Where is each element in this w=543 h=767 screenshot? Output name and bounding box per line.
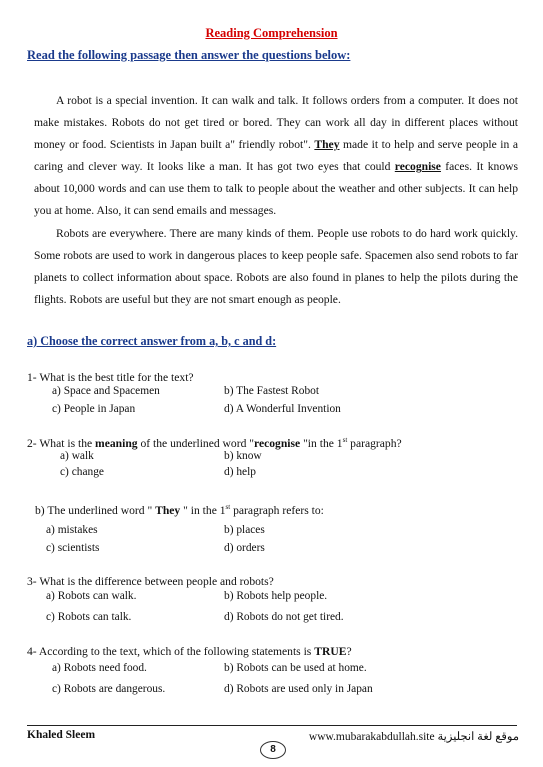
q1-option-b[interactable]: b) The Fastest Robot	[224, 385, 320, 397]
question-1-text: 1- What is the best title for the text?	[27, 371, 194, 384]
q4-option-a[interactable]: a) Robots need food.	[52, 662, 147, 674]
q4-option-d[interactable]: d) Robots are used only in Japan	[224, 683, 373, 695]
q2-option-b[interactable]: b) know	[224, 450, 262, 462]
passage-text: A robot is a special invention. It can walk and talk. It follows orders from a computer. It does not make mistakes. Robots do not get tired or bored. They can work all day in different places without money or food. Scientists in Japan built a" friendly robot".	[34, 94, 518, 152]
q1-option-c[interactable]: c) People in Japan	[52, 403, 136, 415]
q2b-option-a[interactable]: a) mistakes	[46, 524, 98, 536]
underlined-word-they: They	[314, 138, 340, 152]
question-2b-text: b) The underlined word " They " in the 1st paragraph refers to:	[35, 503, 324, 517]
q3-option-b[interactable]: b) Robots help people.	[224, 590, 328, 602]
instruction-heading: Read the following passage then answer the questions below:	[27, 48, 351, 62]
reading-passage	[34, 90, 518, 311]
q2-option-d[interactable]: d) help	[224, 466, 256, 478]
q1-option-a[interactable]: a) Space and Spacemen	[52, 385, 160, 397]
q3-option-c[interactable]: c) Robots can talk.	[46, 611, 132, 623]
q4-option-b[interactable]: b) Robots can be used at home.	[224, 662, 367, 674]
passage-text: made it to help and serve people in a caring and clever way. It looks like a man. It has got two eyes that could	[34, 138, 518, 174]
question-2-text: 2- What is the meaning of the underlined word "recognise "in the 1st paragraph?	[27, 436, 402, 450]
footer-site: www.mubarakabdullah.site موقع لغة انجليزية	[308, 731, 519, 743]
q3-option-d[interactable]: d) Robots do not get tired.	[224, 611, 344, 623]
footer-author: Khaled Sleem	[27, 729, 96, 741]
q2b-option-d[interactable]: d) orders	[224, 542, 265, 554]
passage-paragraph-1	[34, 90, 518, 223]
page-title: Reading Comprehension	[205, 26, 338, 40]
q2-option-c[interactable]: c) change	[60, 466, 104, 478]
question-3-text: 3- What is the difference between people and robots?	[27, 575, 274, 588]
q2b-option-b[interactable]: b) places	[224, 524, 265, 536]
q2b-option-c[interactable]: c) scientists	[46, 542, 100, 554]
question-4-text: 4- According to the text, which of the following statements is TRUE?	[27, 645, 352, 658]
q4-option-c[interactable]: c) Robots are dangerous.	[52, 683, 166, 695]
section-a-heading: a) Choose the correct answer from a, b, c and d:	[27, 334, 277, 348]
passage-paragraph-2: Robots are everywhere. There are many kinds of them. People use robots to do hard work quickly. Some robots are used to work in dangerous places to keep people safe. Spacemen also send robots to far planets to collect information about space. Robots are also found in planes to help the pilots during the flights. Robots are useful but they are not smart enough as people.	[34, 226, 518, 306]
footer-divider	[27, 725, 517, 726]
page-number: 8	[260, 741, 286, 759]
q3-option-a[interactable]: a) Robots can walk.	[46, 590, 137, 602]
underlined-word-recognise: recognise	[394, 160, 441, 174]
q1-option-d[interactable]: d) A Wonderful Invention	[224, 403, 341, 415]
passage-text: faces. It knows about 10,000 words and can use them to talk to people about the weather and other subjects. It can help you at home. Also, it can send emails and messages.	[34, 160, 518, 218]
q2-option-a[interactable]: a) walk	[60, 450, 94, 462]
